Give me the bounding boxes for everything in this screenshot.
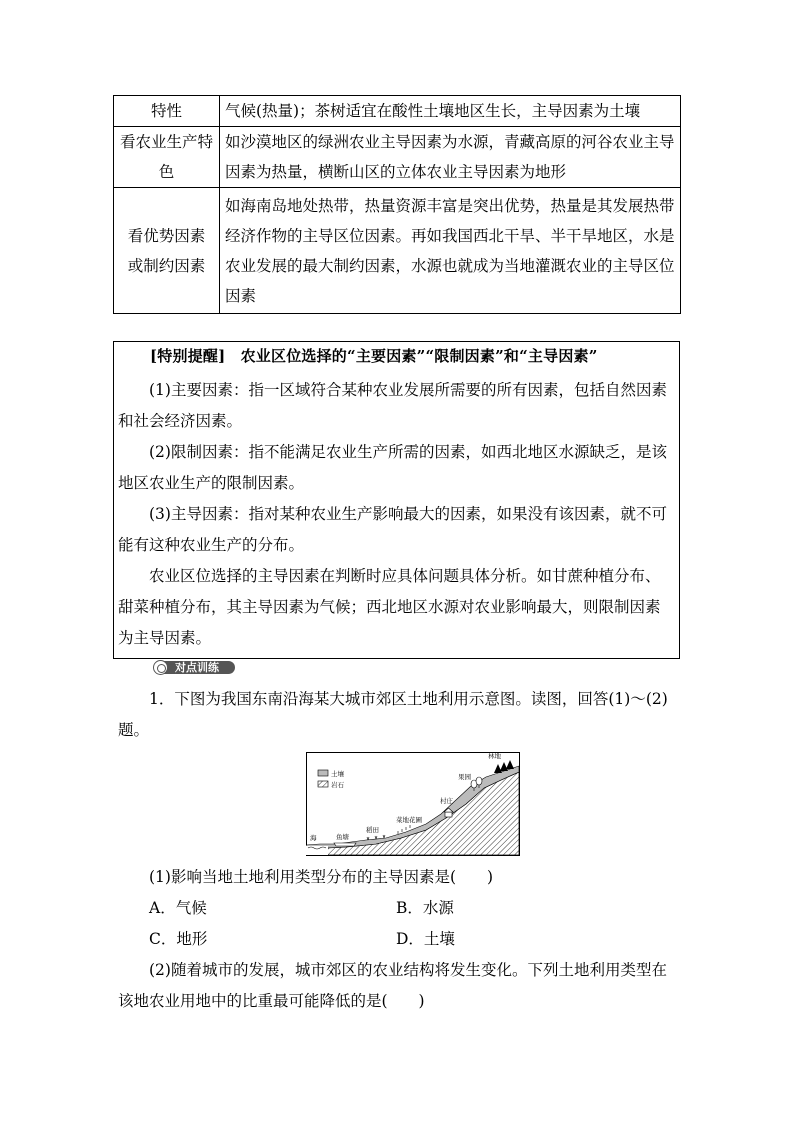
- label-forest: 林地: [488, 752, 501, 760]
- table-head-cell: 看农业生产特色: [114, 127, 220, 188]
- target-icon: [153, 660, 168, 675]
- table-text-cell: 气候(热量)；茶树适宜在酸性土壤地区生长，主导因素为土壤: [220, 96, 681, 127]
- sub-question-2: (2)随着城市的发展，城市郊区的农业结构将发生变化。下列土地利用类型在该地农业用地中的比重最可能降低的是( ): [118, 961, 667, 1010]
- legend-rock-label: 岩石: [331, 781, 344, 789]
- option-c: C．地形: [149, 930, 208, 948]
- tip-paragraph-4: 农业区位选择的主导因素在判断时应具体问题具体分析。如甘蔗种植分布、甜菜种植分布，其主导因素为气候；西北地区水源对农业影响最大，则限制因素为主导因素。: [118, 567, 661, 647]
- question-stem: 1．下图为我国东南沿海某大城市郊区土地利用示意图。读图，回答(1)～(2)题。: [118, 690, 668, 739]
- section-tag-label: 对点训练: [175, 661, 219, 674]
- table-text-cell: 如海南岛地处热带，热量资源丰富是突出优势，热量是其发展热带经济作物的主导区位因素。再如我国西北干旱、半干旱地区，水是农业发展的最大制约因素，水源也就成为当地灌溉农业的主导区位因素: [220, 188, 681, 314]
- label-rice-field: 稻田: [366, 826, 379, 834]
- factor-table: [113, 95, 681, 314]
- table-head-cell: 特性: [114, 96, 220, 127]
- label-village: 村庄: [440, 797, 453, 805]
- table-row: [114, 127, 681, 188]
- table-row: [114, 188, 681, 314]
- table-head-cell: 看优势因素或制约因素: [114, 188, 220, 314]
- legend-rock-swatch: [318, 781, 328, 787]
- section-tag: [153, 660, 235, 675]
- option-d: D．土壤: [396, 930, 455, 948]
- label-fish-pond: 鱼塘: [336, 833, 349, 841]
- option-b: B．水源: [396, 899, 454, 917]
- label-sea: 海: [310, 834, 317, 842]
- label-orchard: 果园: [458, 773, 471, 781]
- land-use-diagram: [306, 752, 520, 856]
- tip-paragraph-2: (2)限制因素：指不能满足农业生产所需的因素，如西北地区水源缺乏，是该地区农业生产的限制因素。: [118, 443, 667, 492]
- option-a: A．气候: [149, 899, 207, 917]
- label-vegetable-garden: 菜地花圃: [396, 816, 422, 824]
- fish-pond-icon: [334, 843, 356, 846]
- tip-title: [特别提醒] 农业区位选择的“主要因素”“限制因素”和“主导因素”: [150, 347, 598, 365]
- sub-question-1: (1)影响当地土地利用类型分布的主导因素是( ): [149, 868, 494, 886]
- tip-paragraph-3: (3)主导因素：指对某种农业生产影响最大的因素，如果没有该因素，就不可能有这种农业生产的分布。: [118, 505, 667, 554]
- tip-paragraph-1: (1)主要因素：指一区域符合某种农业发展所需要的所有因素，包括自然因素和社会经济因素。: [118, 381, 667, 430]
- legend-soil-swatch: [318, 770, 328, 776]
- table-text-cell: 如沙漠地区的绿洲农业主导因素为水源，青藏高原的河谷农业主导因素为热量，横断山区的立体农业主导因素为地形: [220, 127, 681, 188]
- legend-soil-label: 土壤: [331, 770, 344, 778]
- table-row: [114, 96, 681, 127]
